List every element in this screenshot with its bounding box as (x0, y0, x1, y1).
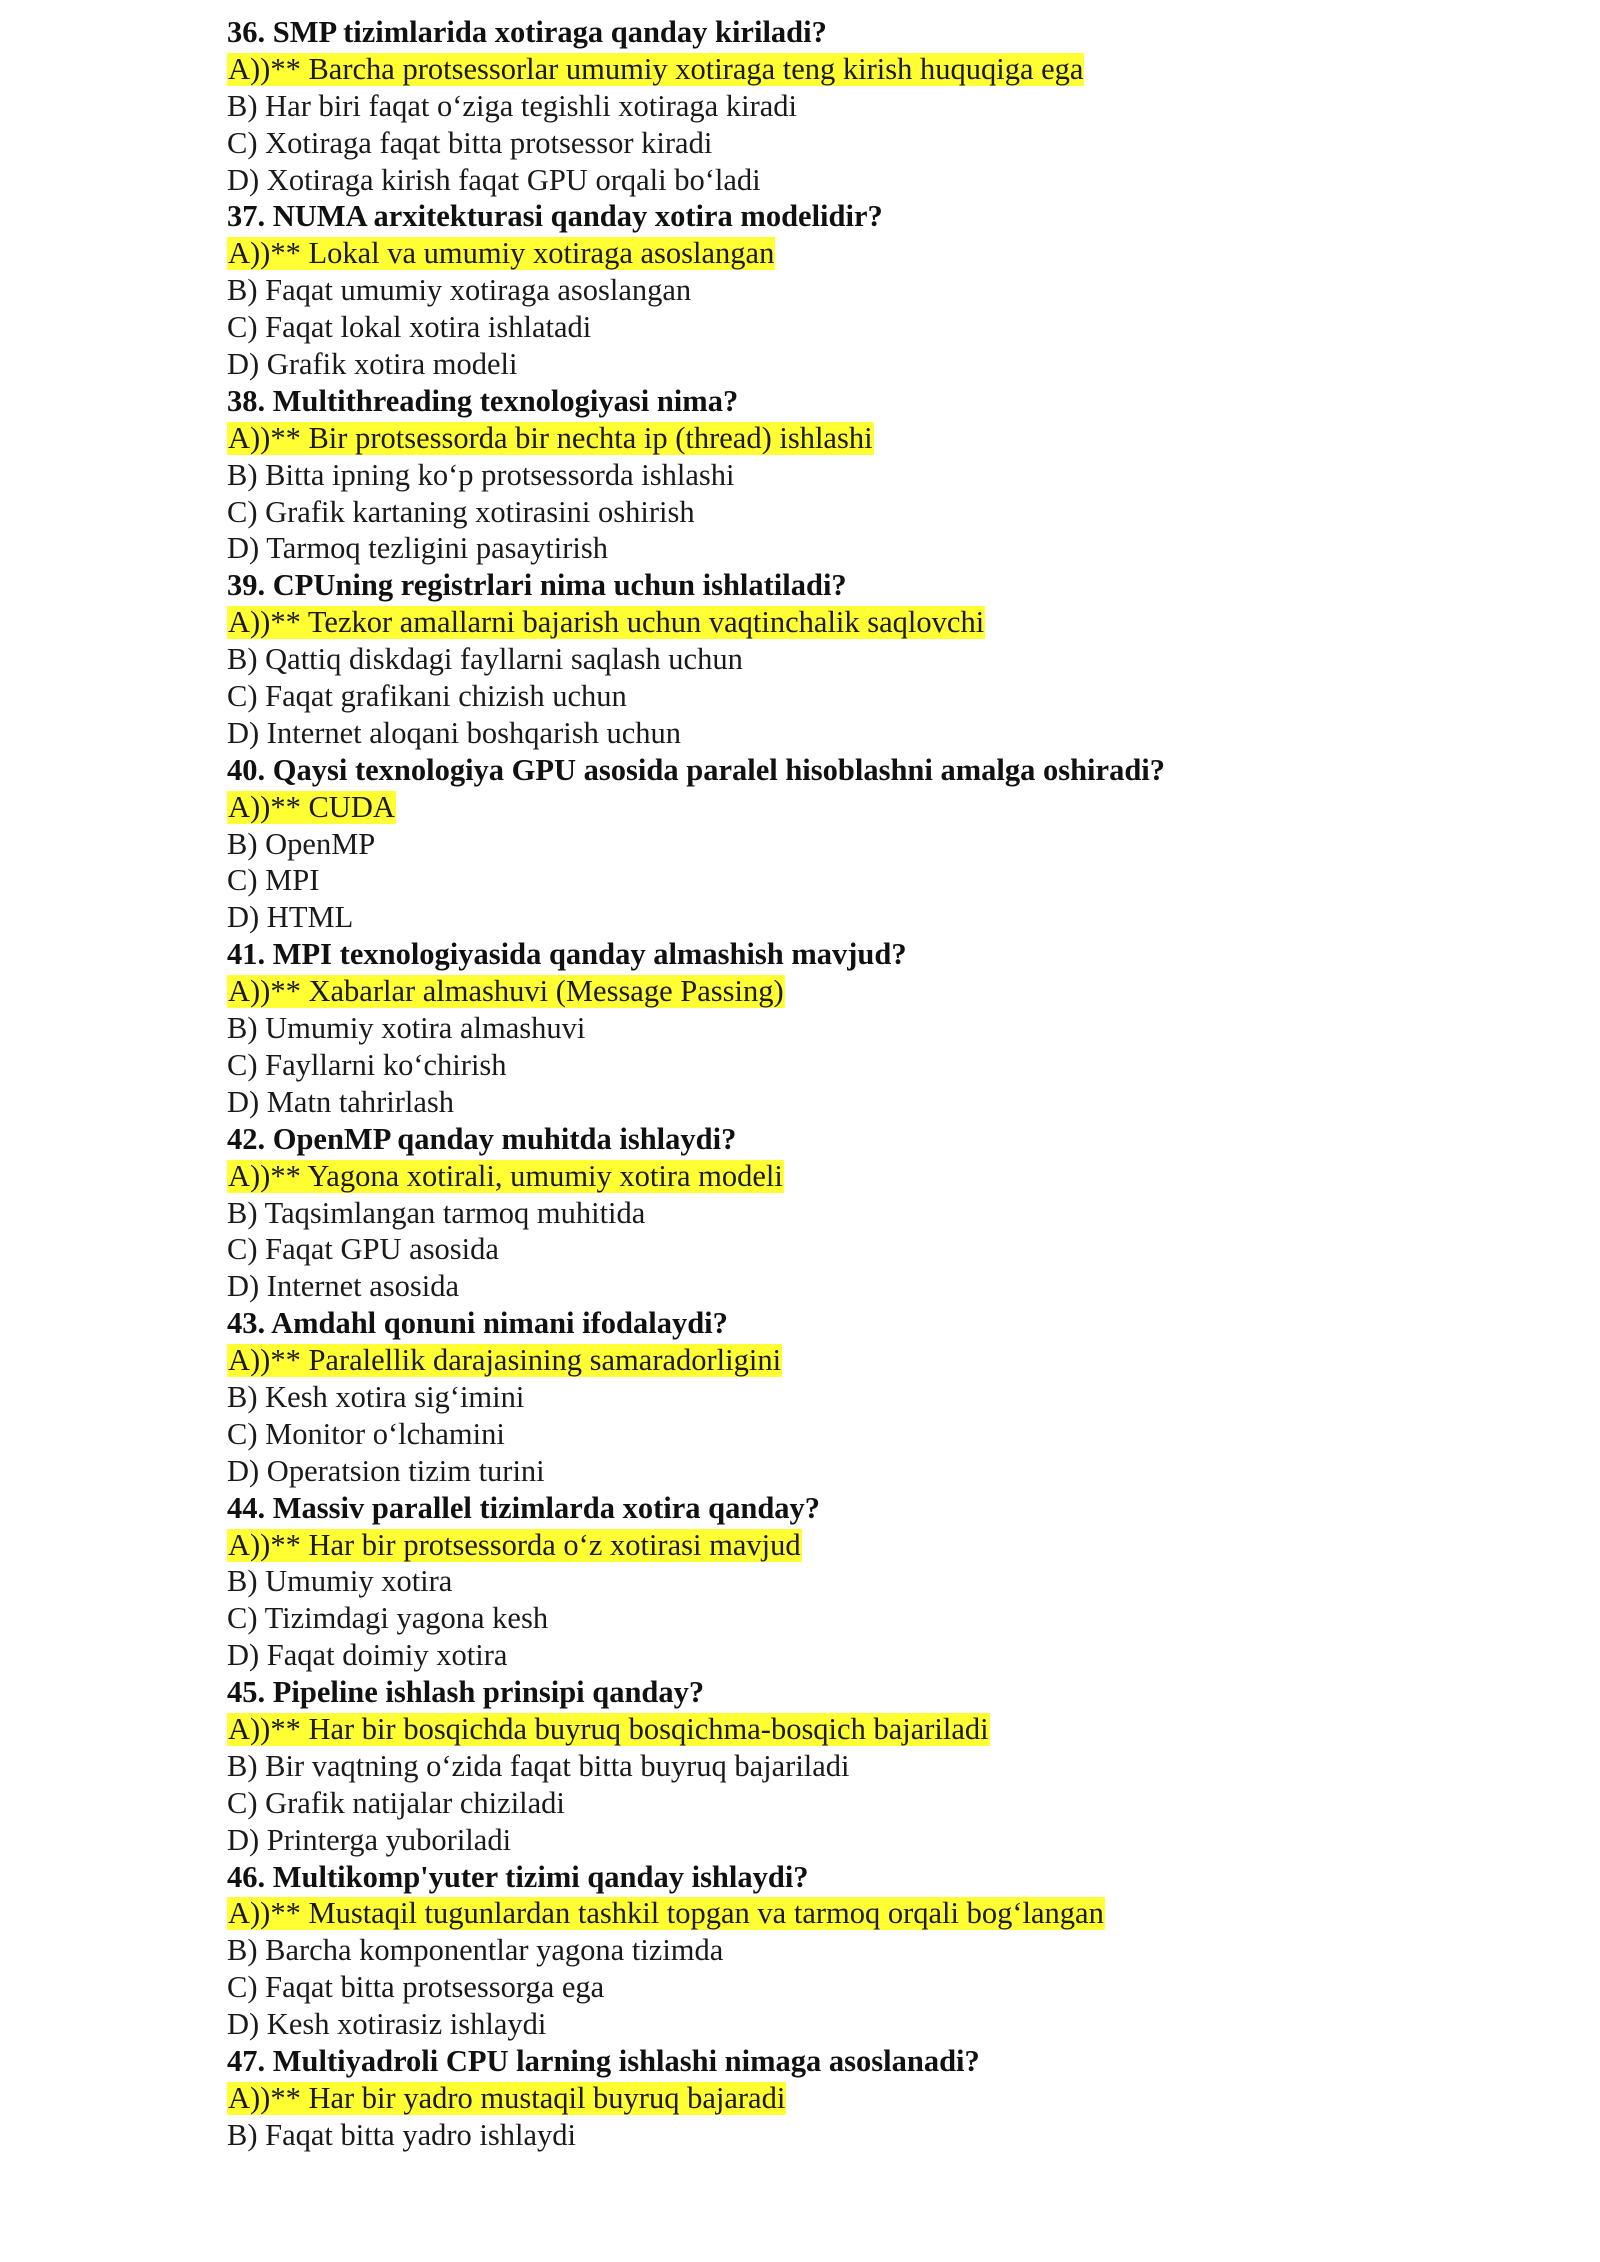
answer-option (227, 1969, 1527, 2006)
answer-option (227, 494, 1527, 531)
answer-option (227, 1637, 1527, 1674)
answer-text: D) Kesh xotirasiz ishlaydi (227, 2007, 547, 2042)
answer-option (227, 1010, 1527, 1047)
question-list (227, 14, 1527, 2154)
question-title: 37. NUMA arxitekturasi qanday xotira modelidir? (227, 199, 883, 234)
question-title: 44. Massiv parallel tizimlarda xotira qanday? (227, 1490, 821, 1525)
question-block (227, 1121, 1527, 1305)
question-title: 40. Qaysi texnologiya GPU asosida paralel hisoblashni amalga oshiradi? (227, 752, 1166, 787)
highlighted-answer-text: A))** Paralellik darajasining samaradorligini (228, 1343, 782, 1378)
answer-option (227, 1084, 1527, 1121)
answer-option (227, 1379, 1527, 1416)
highlighted-answer-text: A))** Bir protsessorda bir nechta ip (thread) ishlashi (228, 420, 873, 455)
answer-option (227, 1748, 1527, 1785)
correct-answer-option (227, 1342, 1527, 1379)
answer-option (227, 641, 1527, 678)
correct-answer-option (227, 420, 1527, 457)
answer-text: B) Umumiy xotira (227, 1564, 453, 1599)
answer-text: C) MPI (227, 863, 320, 898)
highlighted-answer-text: A))** Tezkor amallarni bajarish uchun vaqtinchalik saqlovchi (228, 605, 985, 640)
answer-text: B) Barcha komponentlar yagona tizimda (227, 1933, 724, 1968)
question-block (227, 383, 1527, 567)
question-title: 43. Amdahl qonuni nimani ifodalaydi? (227, 1306, 728, 1341)
answer-text: D) Matn tahrirlash (227, 1084, 454, 1119)
question-block (227, 567, 1527, 751)
answer-text: D) Printerga yuboriladi (227, 1822, 512, 1857)
answer-text: C) Tizimdagi yagona kesh (227, 1601, 549, 1636)
highlighted-answer-text: A))** Xabarlar almashuvi (Message Passing) (228, 974, 784, 1009)
correct-answer-option (227, 1527, 1527, 1564)
answer-text: B) Faqat bitta yadro ishlaydi (227, 2117, 576, 2152)
question-block (227, 14, 1527, 198)
answer-option (227, 1195, 1527, 1232)
correct-answer-option (227, 235, 1527, 272)
answer-text: C) Grafik kartaning xotirasini oshirish (227, 494, 695, 529)
answer-text: B) Umumiy xotira almashuvi (227, 1011, 586, 1046)
answer-text: B) OpenMP (227, 826, 376, 861)
question-title: 45. Pipeline ishlash prinsipi qanday? (227, 1675, 705, 1710)
correct-answer-option (227, 2080, 1527, 2117)
correct-answer-option (227, 973, 1527, 1010)
correct-answer-option (227, 789, 1527, 826)
answer-text: D) Grafik xotira modeli (227, 347, 518, 382)
answer-option (227, 826, 1527, 863)
correct-answer-option (227, 1158, 1527, 1195)
answer-text: D) Tarmoq tezligini pasaytirish (227, 531, 609, 566)
question-block (227, 1305, 1527, 1489)
answer-option (227, 1231, 1527, 1268)
answer-option (227, 715, 1527, 752)
correct-answer-option (227, 1711, 1527, 1748)
answer-text: B) Taqsimlangan tarmoq muhitida (227, 1195, 646, 1230)
question-title: 39. CPUning registrlari nima uchun ishlatiladi? (227, 568, 847, 603)
answer-text: D) Internet aloqani boshqarish uchun (227, 715, 681, 750)
answer-option (227, 1453, 1527, 1490)
question-title: 47. Multiyadroli CPU larning ishlashi nimaga asoslanadi? (227, 2043, 980, 2078)
answer-option (227, 309, 1527, 346)
answer-option (227, 457, 1527, 494)
answer-option (227, 1416, 1527, 1453)
highlighted-answer-text: A))** Lokal va umumiy xotiraga asoslangan (228, 236, 775, 271)
question-title: 46. Multikomp'yuter tizimi qanday ishlaydi? (227, 1859, 809, 1894)
highlighted-answer-text: A))** Mustaqil tugunlardan tashkil topgan va tarmoq orqali bog‘langan (228, 1896, 1104, 1931)
answer-option (227, 899, 1527, 936)
answer-text: D) Operatsion tizim turini (227, 1453, 545, 1488)
answer-option (227, 1268, 1527, 1305)
answer-option (227, 1047, 1527, 1084)
answer-option (227, 1822, 1527, 1859)
question-title: 42. OpenMP qanday muhitda ishlaydi? (227, 1121, 737, 1156)
correct-answer-option (227, 604, 1527, 641)
correct-answer-option (227, 1895, 1527, 1932)
correct-answer-option (227, 51, 1527, 88)
question-block (227, 752, 1527, 936)
answer-option (227, 862, 1527, 899)
question-block (227, 1674, 1527, 1858)
answer-option (227, 530, 1527, 567)
answer-option (227, 1563, 1527, 1600)
answer-option (227, 88, 1527, 125)
answer-text: B) Bir vaqtning o‘zida faqat bitta buyruq bajariladi (227, 1748, 850, 1783)
question-title: 38. Multithreading texnologiyasi nima? (227, 383, 739, 418)
answer-text: B) Qattiq diskdagi fayllarni saqlash uchun (227, 642, 743, 677)
answer-text: D) Internet asosida (227, 1269, 460, 1304)
answer-text: C) Faqat grafikani chizish uchun (227, 679, 627, 714)
question-block (227, 198, 1527, 382)
highlighted-answer-text: A))** Har bir bosqichda buyruq bosqichma-bosqich bajariladi (228, 1711, 989, 1746)
answer-option (227, 1932, 1527, 1969)
answer-text: D) Faqat doimiy xotira (227, 1638, 508, 1673)
question-block (227, 2043, 1527, 2154)
answer-text: C) Faqat bitta protsessorga ega (227, 1970, 605, 2005)
answer-text: D) Xotiraga kirish faqat GPU orqali bo‘ladi (227, 162, 761, 197)
answer-option (227, 272, 1527, 309)
answer-option (227, 162, 1527, 199)
highlighted-answer-text: A))** Har bir yadro mustaqil buyruq bajaradi (228, 2080, 786, 2115)
answer-text: B) Kesh xotira sig‘imini (227, 1379, 525, 1414)
answer-text: B) Bitta ipning ko‘p protsessorda ishlashi (227, 457, 735, 492)
answer-text: C) Monitor o‘lchamini (227, 1416, 505, 1451)
answer-text: B) Faqat umumiy xotiraga asoslangan (227, 273, 692, 308)
answer-text: C) Faqat GPU asosida (227, 1232, 499, 1267)
highlighted-answer-text: A))** Har bir protsessorda o‘z xotirasi mavjud (228, 1527, 801, 1562)
answer-option (227, 2117, 1527, 2154)
question-title: 41. MPI texnologiyasida qanday almashish mavjud? (227, 937, 907, 972)
answer-option (227, 678, 1527, 715)
question-title: 36. SMP tizimlarida xotiraga qanday kiriladi? (227, 15, 827, 49)
answer-text: B) Har biri faqat o‘ziga tegishli xotiraga kiradi (227, 88, 797, 123)
answer-option (227, 1785, 1527, 1822)
answer-text: D) HTML (227, 900, 354, 935)
highlighted-answer-text: A))** Yagona xotirali, umumiy xotira modeli (228, 1158, 783, 1193)
answer-option (227, 2006, 1527, 2043)
highlighted-answer-text: A))** Barcha protsessorlar umumiy xotiraga teng kirish huquqiga ega (228, 51, 1084, 86)
answer-option (227, 1600, 1527, 1637)
question-block (227, 1859, 1527, 2043)
answer-text: C) Grafik natijalar chiziladi (227, 1785, 565, 1820)
answer-text: C) Faqat lokal xotira ishlatadi (227, 310, 592, 345)
answer-option (227, 125, 1527, 162)
answer-option (227, 346, 1527, 383)
question-block (227, 936, 1527, 1120)
answer-text: C) Xotiraga faqat bitta protsessor kiradi (227, 125, 713, 160)
highlighted-answer-text: A))** CUDA (228, 789, 395, 824)
question-block (227, 1490, 1527, 1674)
answer-text: C) Fayllarni ko‘chirish (227, 1047, 507, 1082)
